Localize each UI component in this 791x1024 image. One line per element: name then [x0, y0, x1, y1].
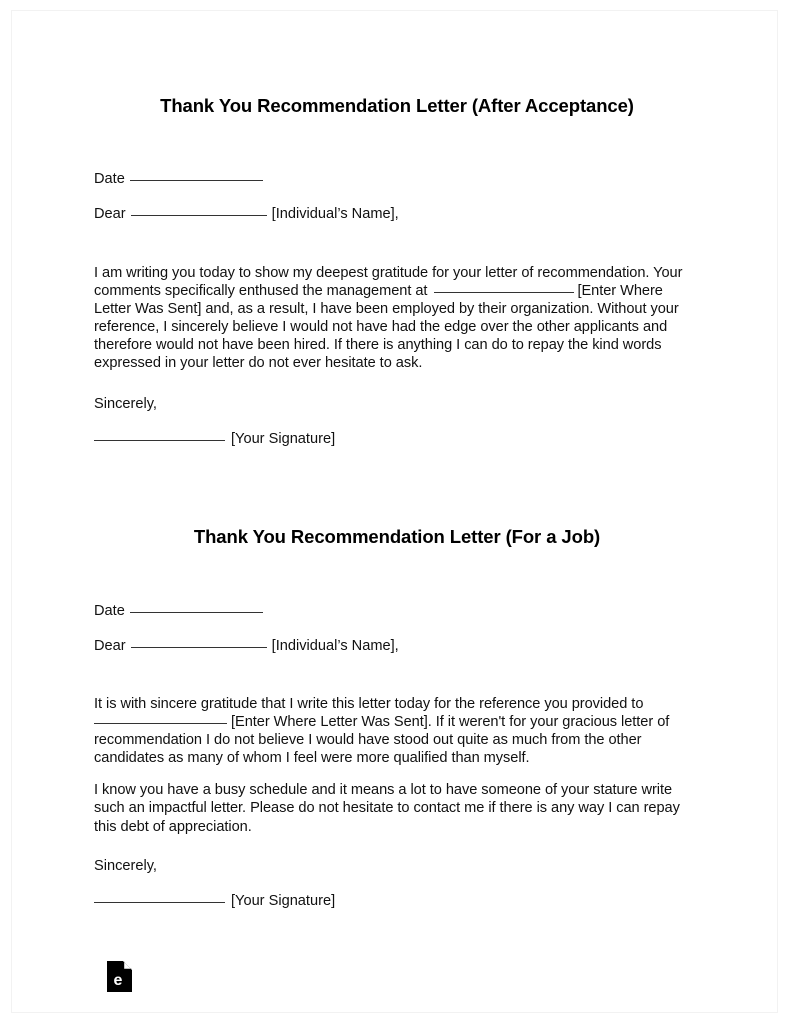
page-content	[12, 11, 777, 1012]
letter-block-for-a-job	[94, 525, 700, 912]
letter-2-signature-suffix: [Your Signature]	[231, 892, 336, 909]
letter-1-signature-blank[interactable]	[94, 440, 225, 441]
letter-2-date-blank[interactable]	[130, 612, 263, 613]
letter-2-paragraph-1-tail: [Enter Where Letter Was Sent]. If it weren't for your gracious letter of recommendation I do not believe I would have stood out quite as much from the other candidates as many of whom I feel were more qualified than myself.	[94, 714, 670, 767]
letter-1-salutation-suffix: [Individual’s Name],	[271, 206, 399, 222]
letter-2-title: Thank You Recommendation Letter (For a Job)	[193, 526, 601, 547]
letter-2-date-label: Date	[94, 603, 125, 619]
letter-1-date-label: Date	[94, 171, 125, 187]
letter-1-salutation-label: Dear	[94, 206, 126, 222]
letter-1-title: Thank You Recommendation Letter (After Acceptance)	[160, 95, 634, 116]
letter-1-date-blank[interactable]	[130, 180, 263, 181]
letter-2-paragraph-2-lead: I know you have a busy schedule and it means a lot to have someone of your stature write such an impactful letter. Please do not hesitate to contact me if there is any way I can repay this debt of appreciation.	[94, 782, 680, 835]
letter-1-closing: Sincerely,	[94, 395, 157, 412]
letter-2-signature-line	[94, 891, 700, 912]
letter-2-date-line	[94, 601, 700, 622]
letter-2-salutation-suffix: [Individual’s Name],	[271, 638, 399, 654]
letter-2-organization-blank[interactable]	[94, 723, 227, 724]
letter-2-salutation-line	[94, 636, 700, 657]
letter-2-paragraph-1	[94, 695, 700, 767]
letter-1-date-line	[94, 169, 700, 190]
letter-2-paragraph-2	[94, 781, 700, 835]
letter-1-closing-block	[94, 394, 700, 450]
letter-2-closing: Sincerely,	[94, 857, 157, 874]
letter-2-closing-block	[94, 856, 700, 912]
letter-2-body	[94, 695, 700, 836]
eforms-document-icon	[107, 961, 132, 992]
letter-1-fields	[94, 169, 700, 225]
letter-1-paragraph-1-tail: [Enter Where Letter Was Sent] and, as a result, I have been employed by their organization. Without your reference, I sincerely believe I would not have had the edge over the other applicants and therefore would not have been hired. If there is anything I can do to repay the kind words expressed in your letter do not ever hesitate to ask.	[94, 283, 679, 372]
letter-1-salutation-line	[94, 204, 700, 225]
letter-2-fields	[94, 601, 700, 657]
letter-2-paragraph-1-lead: It is with sincere gratitude that I write this letter today for the reference you provided to	[94, 696, 644, 712]
letter-1-salutation-blank[interactable]	[131, 215, 267, 216]
letter-1-paragraph-1-lead: I am writing you today to show my deepest gratitude for your letter of recommendation. Your comments specifically enthused the management at	[94, 265, 683, 300]
svg-text:e: e	[113, 972, 123, 989]
letter-1-signature-line	[94, 429, 700, 450]
document-page	[11, 10, 778, 1013]
letter-1-signature-suffix: [Your Signature]	[231, 430, 336, 447]
letter-1-organization-blank[interactable]	[434, 292, 574, 293]
letter-1-body	[94, 264, 700, 373]
letter-block-after-acceptance	[94, 94, 700, 450]
letter-2-salutation-blank[interactable]	[131, 647, 267, 648]
letter-2-signature-blank[interactable]	[94, 902, 225, 903]
letter-2-salutation-label: Dear	[94, 638, 126, 654]
letter-1-paragraph-1	[94, 264, 700, 373]
